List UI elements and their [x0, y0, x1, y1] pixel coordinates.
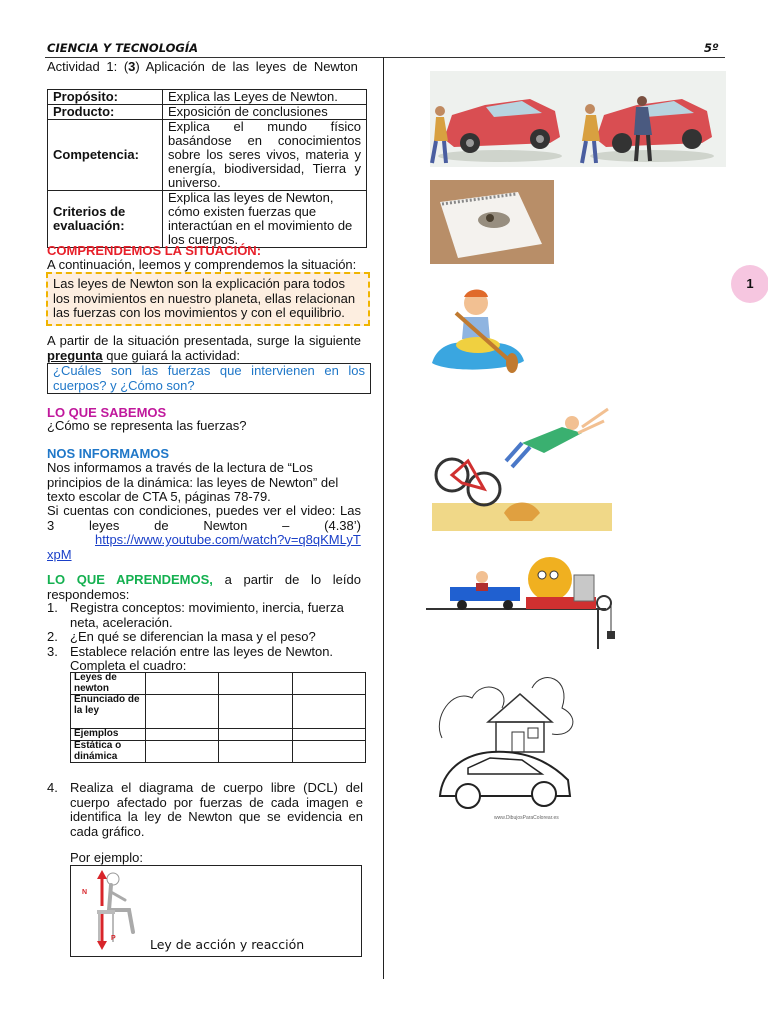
bicycle-crash-image [432, 403, 612, 531]
house-car-coloring-image [432, 668, 588, 828]
list-item-4: 4. Realiza el diagrama de cuerpo libre (DCL) del cuerpo afectado por fuerzas de cada imagen e identifica la ley de Newton que se evidencia en cada gráfico. [47, 780, 363, 839]
list-item: 2. ¿En qué se diferencian la masa y el peso? [47, 629, 316, 644]
subject-header: CIENCIA Y TECNOLOGÍA [47, 41, 199, 55]
video-link-line [47, 533, 363, 562]
leyes-row-label: Estática o dinámica [71, 741, 146, 763]
leyes-row-label: Enunciado de la ley [71, 695, 146, 729]
informamos-paragraph: Nos informamos a través de la lectura de “Los principios de la dinámica: las leyes de Newton” del texto escolar de CTA 5, páginas 78-79. [47, 460, 339, 504]
competencia-value: Explica el mundo físico basándose en conocimientos sobre los seres vivos, materia y energía, biodiversidad, Tierra y universo. [163, 120, 367, 191]
column-divider [383, 57, 384, 979]
comprendemos-intro: A continuación, leemos y comprendemos la situación: [47, 257, 357, 272]
sabemos-title: LO QUE SABEMOS [47, 405, 167, 420]
example-label: Por ejemplo: [70, 850, 143, 865]
leyes-row-label: Leyes de newton [71, 673, 146, 695]
page-badge: 1 [731, 265, 768, 303]
leyes-row-label: Ejemplos [71, 729, 146, 741]
list-item: 3. Establece relación entre las leyes de Newton. Completa el cuadro: [47, 643, 334, 673]
weight-force-label: P [111, 935, 116, 942]
producto-label: Producto: [48, 105, 163, 120]
situation-followup: A partir de la situación presentada, surge la siguiente pregunta que guiará la actividad: [47, 333, 361, 363]
situation-box: Las leyes de Newton son la explicación para todos los movimientos en nuestro planeta, ellas relacionan las fuerzas con los movimientos y con el equilibrio. [46, 272, 370, 326]
header-rule [45, 57, 725, 58]
list-item: 1. Registra conceptos: movimiento, inercia, fuerza neta, aceleración. [47, 600, 344, 630]
producto-value: Exposición de conclusiones [163, 105, 367, 120]
aprendemos-list [47, 601, 363, 674]
comprendemos-title: COMPRENDEMOS LA SITUACIÓN: [47, 243, 262, 258]
activity-title: Actividad 1: (3) Aplicación de las leyes de Newton [47, 59, 358, 74]
video-text: Si cuentas con condiciones, puedes ver el video: Las 3 leyes de Newton – (4.38’) [47, 503, 361, 533]
proposito-label: Propósito: [48, 90, 163, 105]
people-pushing-car-image [430, 71, 726, 167]
image-watermark: www.DibujosParaColorear.es [494, 815, 559, 821]
example-box [70, 865, 362, 957]
cart-pulley-image [426, 553, 626, 653]
criterios-value: Explica las leyes de Newton, cómo existen fuerzas que interactúan en el movimiento de los cuerpos. [163, 191, 367, 248]
example-caption: Ley de acción y reacción [150, 937, 305, 952]
video-link[interactable]: https://www.youtube.com/watch?v=q8qKMLyTxpM [47, 532, 361, 562]
grade-label: 5º [704, 41, 719, 55]
info-table [47, 89, 367, 248]
criterios-label: Criterios de evaluación: [48, 191, 163, 248]
guiding-question-box: ¿Cuáles son las fuerzas que intervienen en los cuerpos? y ¿Cómo son? [47, 363, 371, 394]
informamos-title: NOS INFORMAMOS [47, 446, 170, 461]
boy-rowing-image [428, 283, 528, 375]
competencia-label: Competencia: [48, 120, 163, 191]
sabemos-text: ¿Cómo se representa las fuerzas? [47, 418, 247, 433]
aprendemos-heading: LO QUE APRENDEMOS, a partir de lo leído respondemos: [47, 572, 361, 602]
normal-force-label: N [82, 889, 88, 896]
leyes-table [70, 672, 366, 763]
notebook-image [430, 180, 554, 264]
proposito-value: Explica las Leyes de Newton. [163, 90, 367, 105]
